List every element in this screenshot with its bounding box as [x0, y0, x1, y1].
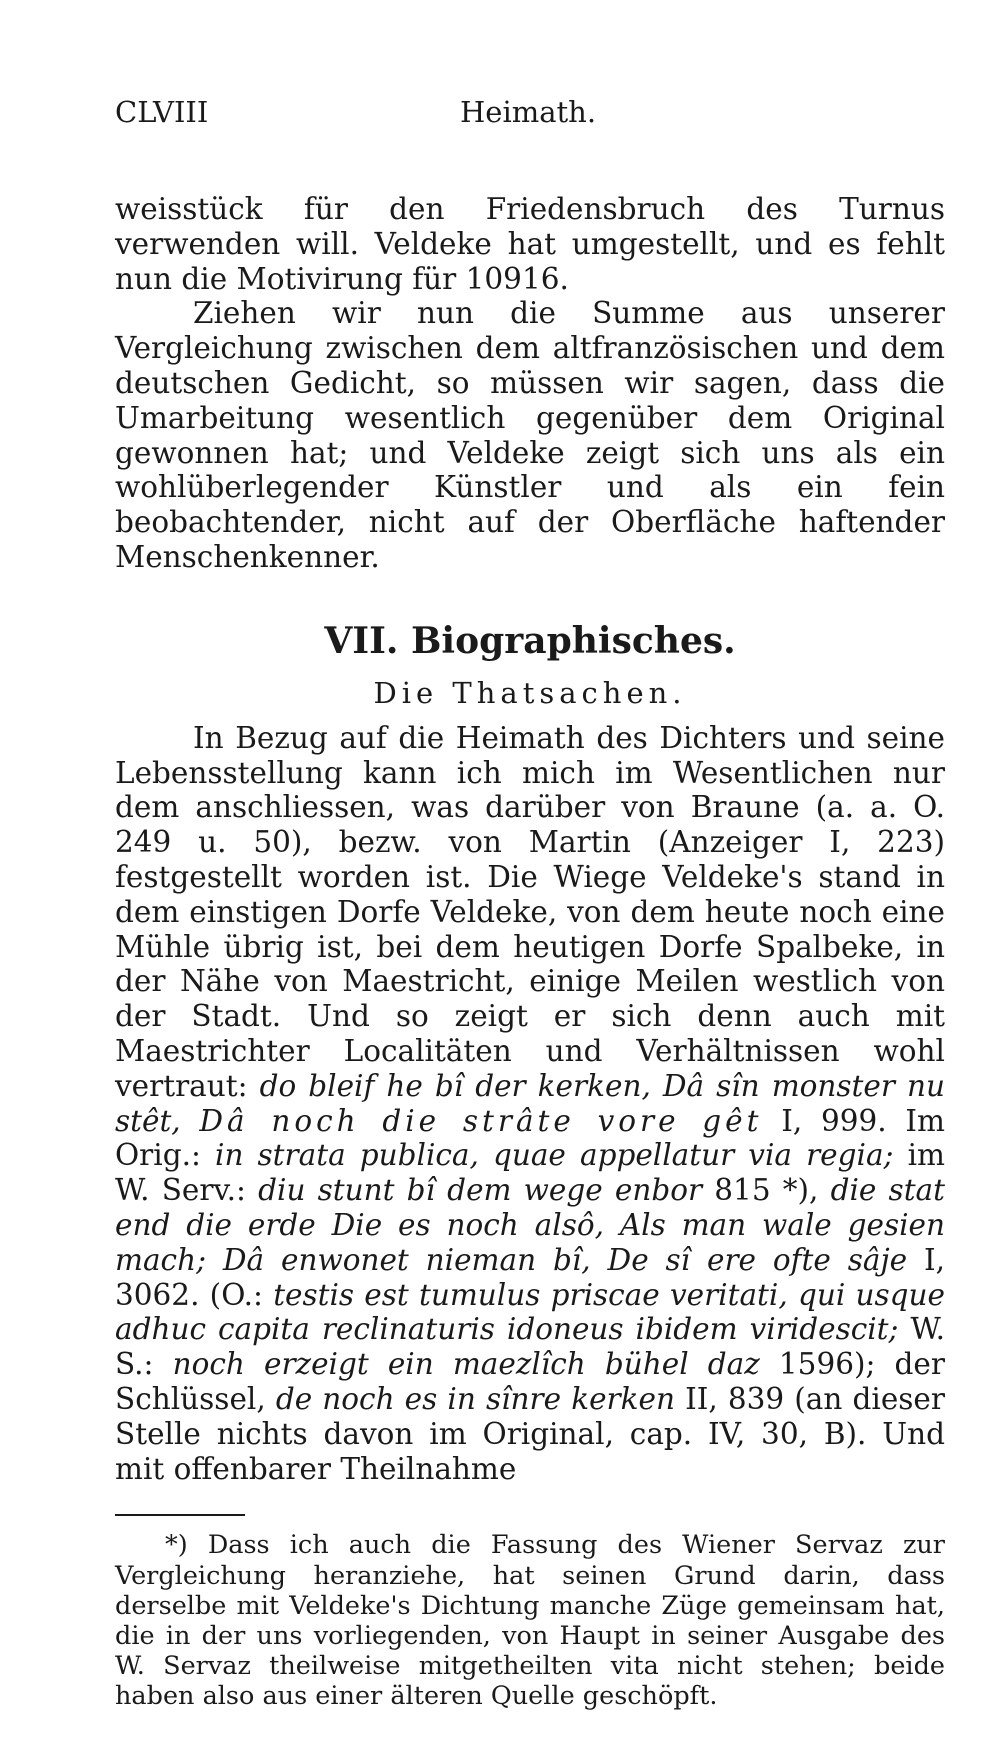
paragraph-continuation: weisstück für den Friedensbruch des Turnus verwenden will. Veldeke hat umgestellt, und es fehlt nun die Motivirung für 10916. [115, 192, 945, 296]
text-run: 815 *), [702, 1173, 831, 1208]
quote-run: de noch es in sînre kerken [275, 1381, 675, 1416]
text-run: II, 839 (an dieser Stelle nichts davon im Original, cap. IV, 30, B). Und mit offenbarer Theilnahme [115, 1381, 945, 1486]
paragraph-summary: Ziehen wir nun die Summe aus unserer Vergleichung zwischen dem altfranzösischen und dem deutschen Gedicht, so müssen wir sagen, dass die Umarbeitung wesentlich gegenüber dem Original gewonnen hat; und Veldeke zeigt sich uns als ein wohlüberlegender Künstler und als ein fein beobachtender, nicht auf der Oberfläche haftender Menschenkenner. [115, 296, 945, 574]
footnote-rule [115, 1514, 245, 1516]
book-page [115, 95, 945, 1712]
quote-run-spaced: Dâ noch die strâte vore gêt [199, 1103, 763, 1138]
text-run: W. S.: [115, 1312, 945, 1382]
page-number: CLVIII [115, 95, 209, 129]
footnote: *) Dass ich auch die Fassung des Wiener Servaz zur Vergleichung heranziehe, hat seinen Grund darin, dass derselbe mit Veldeke's Dichtung manche Züge gemeinsam hat, die in der uns vorliegenden, von Haupt in seiner Ausgabe des W. Servaz theilweise mitgetheilten vita nicht stehen; beide haben also aus einer älteren Quelle geschöpft. [115, 1530, 945, 1712]
quote-run: noch erzeigt ein maezlîch bühel daz [172, 1347, 760, 1382]
quote-run: in strata publica, quae appellatur via regia; [215, 1138, 894, 1173]
section-heading: VII. Biographisches. [324, 619, 736, 662]
running-title: Heimath. [460, 95, 597, 129]
text-run: I, 999. Im Orig.: [115, 1103, 945, 1173]
text-run: I, 3062. (O.: [115, 1242, 945, 1312]
quote-run: do bleif he bî der kerken, Dâ sîn monster nu stêt, [115, 1068, 945, 1138]
body-text [115, 192, 945, 1486]
section-subheading: Die Thatsachen. [373, 675, 687, 710]
text-run: im W. Serv.: [115, 1138, 945, 1208]
text-run: In Bezug auf die Heimath des Dichters und seine Lebensstellung kann ich mich im Wesentlichen nur dem anschliessen, was darüber von Braune (a. a. O. 249 u. 50), bezw. von Martin (Anzeiger I, 223) festgestellt worden ist. Die Wiege Veldeke's stand in dem einstigen Dorfe Veldeke, von dem heute noch eine Mühle übrig ist, bei dem heutigen Dorfe Spalbeke, in der Nähe von Maestricht, einige Meilen westlich von der Stadt. Und so zeigt er sich denn auch mit Maestrichter Localitäten und Verhältnissen wohl vertraut: [115, 720, 945, 1103]
text-run: 1596); der Schlüssel, [115, 1347, 945, 1416]
running-head [115, 95, 945, 135]
paragraph-facts [115, 721, 945, 1487]
quote-run: die stat end die erde Die es noch alsô, Als man wale gesien mach; Dâ enwonet nieman bî, De sî ere ofte sâje [115, 1173, 945, 1277]
quote-run: testis est tumulus priscae veritati, qui usque adhuc capita reclinaturis idoneus ibidem viridescit; [115, 1277, 945, 1347]
quote-run: diu stunt bî dem wege enbor [258, 1173, 703, 1208]
